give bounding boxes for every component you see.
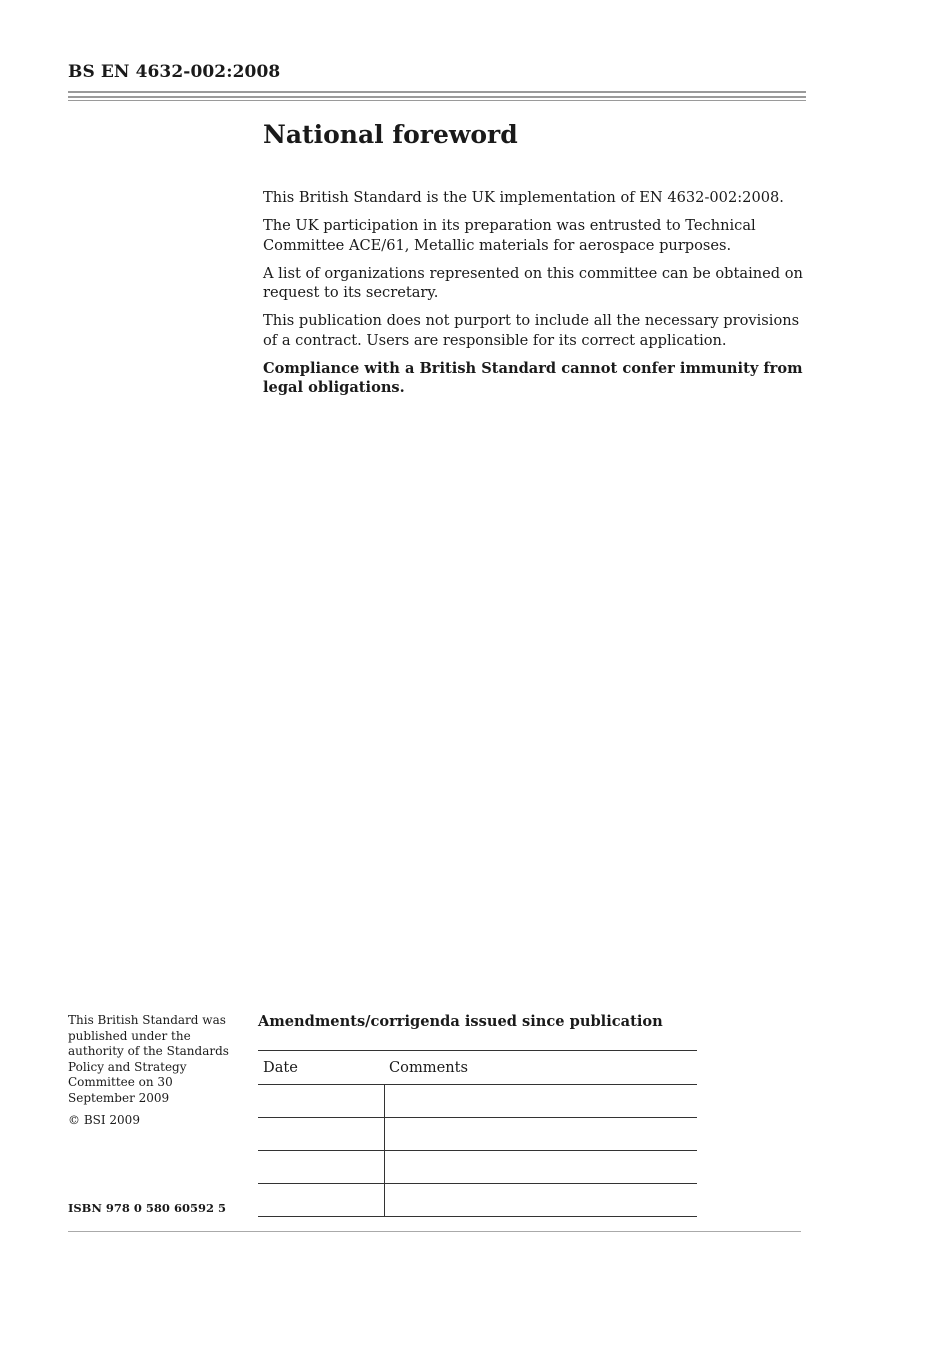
comments-cell <box>384 1085 697 1118</box>
paragraph: This British Standard is the UK implementation of EN 4632-002:2008. <box>263 189 784 206</box>
footer-rule <box>68 1231 801 1232</box>
table-row <box>258 1085 697 1118</box>
table-header-row <box>258 1051 697 1085</box>
date-cell <box>258 1184 384 1217</box>
foreword-body <box>263 188 808 406</box>
paragraph: The UK participation in its preparation was entrusted to Technical Committee ACE/61, Metallic materials for aerospace purposes. <box>263 217 756 254</box>
column-header-date: Date <box>258 1051 384 1085</box>
compliance-note: Compliance with a British Standard cannot confer immunity from legal obligations. <box>263 359 803 396</box>
column-header-comments: Comments <box>384 1051 697 1085</box>
comments-cell <box>384 1118 697 1151</box>
table-row <box>258 1184 697 1217</box>
document-code: BS EN 4632-002:2008 <box>68 62 281 82</box>
date-cell <box>258 1151 384 1184</box>
paragraph: A list of organizations represented on this committee can be obtained on request to its secretary. <box>263 264 803 301</box>
header-rule <box>68 100 806 101</box>
publication-sidebar <box>68 1013 233 1136</box>
table-row <box>258 1151 697 1184</box>
amendments-table <box>258 1050 697 1217</box>
table-row <box>258 1118 697 1151</box>
header-rule <box>68 91 806 93</box>
paragraph: This publication does not purport to include all the necessary provisions of a contract. Users are responsible for its correct application. <box>263 312 800 349</box>
date-cell <box>258 1085 384 1118</box>
date-cell <box>258 1118 384 1151</box>
isbn: ISBN 978 0 580 60592 5 <box>68 1201 226 1215</box>
header-rule <box>68 96 806 98</box>
comments-cell <box>384 1151 697 1184</box>
publication-note: This British Standard was published under the authority of the Standards Policy and Strategy Committee on 30 September 2009 <box>68 1013 229 1105</box>
amendments-heading: Amendments/corrigenda issued since publication <box>258 1013 663 1030</box>
page-title: National foreword <box>263 120 518 149</box>
copyright: © BSI 2009 <box>68 1113 140 1127</box>
comments-cell <box>384 1184 697 1217</box>
